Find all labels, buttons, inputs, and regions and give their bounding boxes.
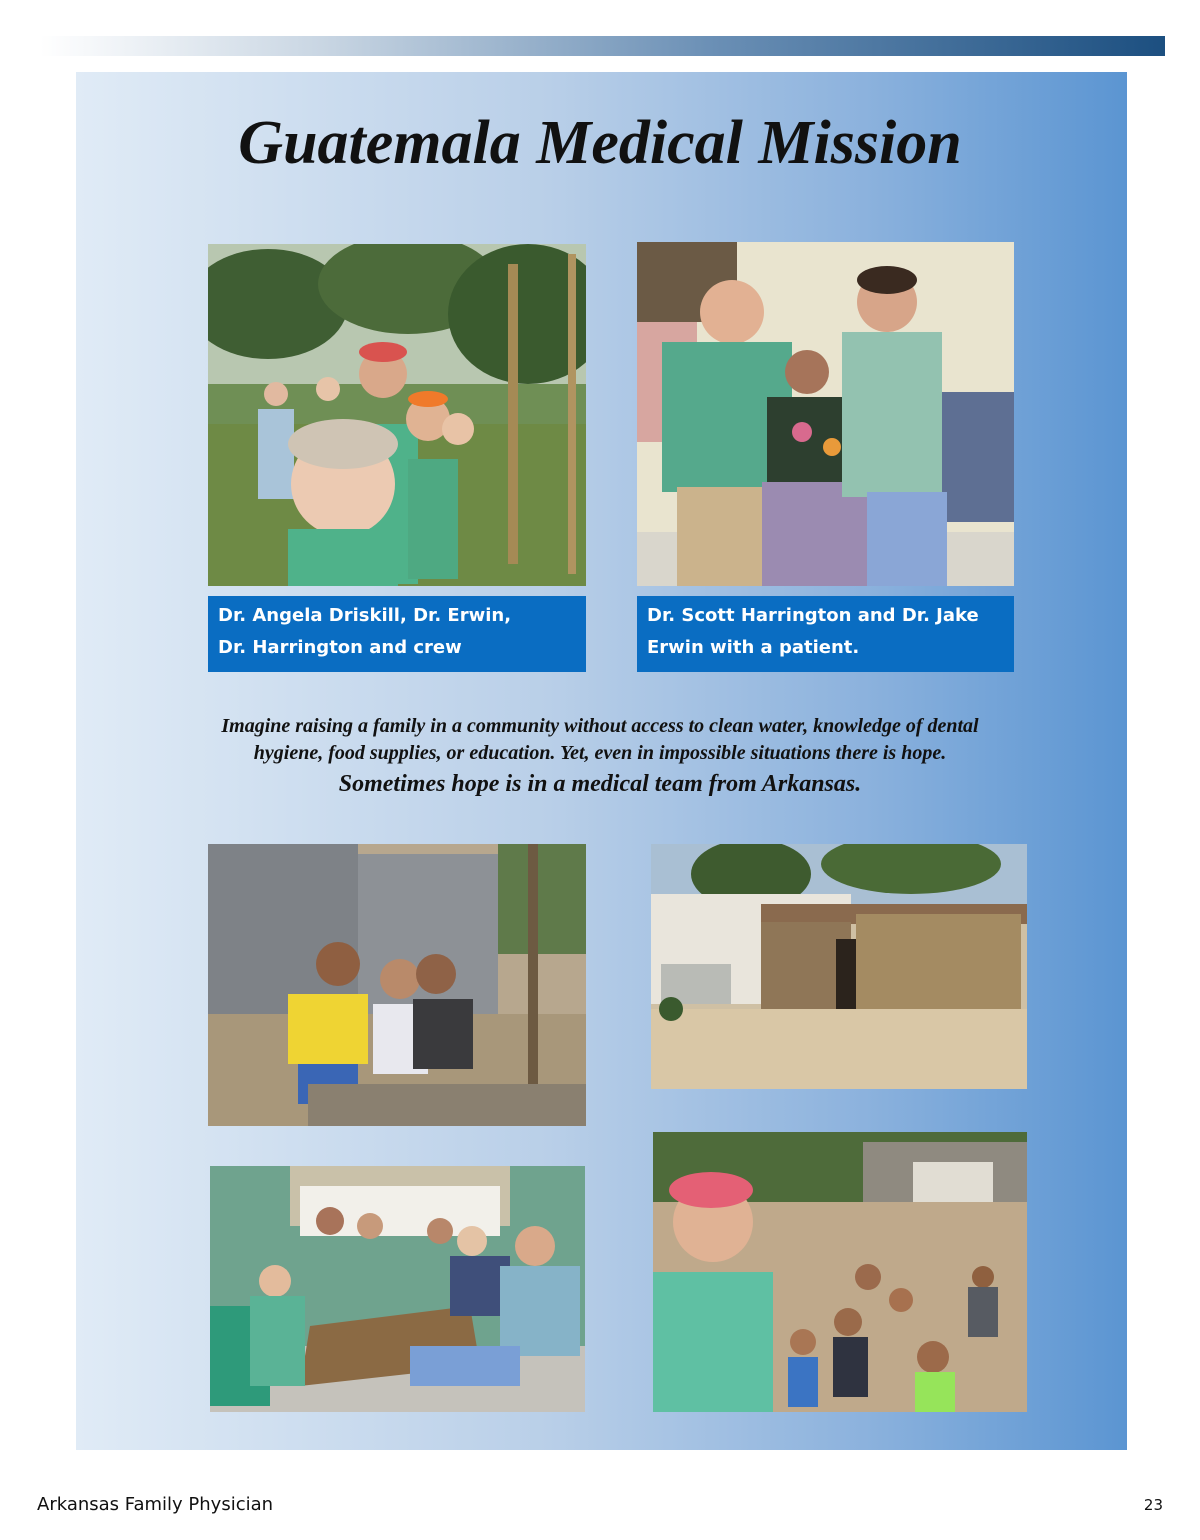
caption-doctors-with-patient <box>637 596 1014 672</box>
header-gradient-rule <box>40 36 1165 56</box>
caption-line: Dr. Angela Driskill, Dr. Erwin, <box>218 605 512 626</box>
statement-line: hygiene, food supplies, or education. Yet, even in impossible situations there is hope. <box>253 742 947 764</box>
page-title: Guatemala Medical Mission <box>238 109 962 177</box>
mission-statement <box>150 713 1050 801</box>
page-number: 23 <box>1143 1496 1163 1514</box>
publication-name: Arkansas Family Physician <box>37 1494 274 1515</box>
photo-team-selfie <box>208 244 586 586</box>
photo-bamboo-house <box>651 844 1027 1089</box>
photo-team-meal <box>210 1166 585 1412</box>
caption-line: Dr. Scott Harrington and Dr. Jake <box>647 605 979 626</box>
statement-lead: Sometimes hope is in a medical team from Arkansas. <box>338 771 862 797</box>
caption-team-selfie <box>208 596 586 672</box>
caption-line: Erwin with a patient. <box>647 637 860 658</box>
caption-line: Dr. Harrington and crew <box>218 637 462 658</box>
statement-line: Imagine raising a family in a community without access to clean water, knowledge of dental <box>221 715 979 737</box>
photo-children-fence <box>208 844 586 1126</box>
photo-doctors-with-patient <box>637 242 1014 586</box>
photo-selfie-with-kids <box>653 1132 1027 1412</box>
